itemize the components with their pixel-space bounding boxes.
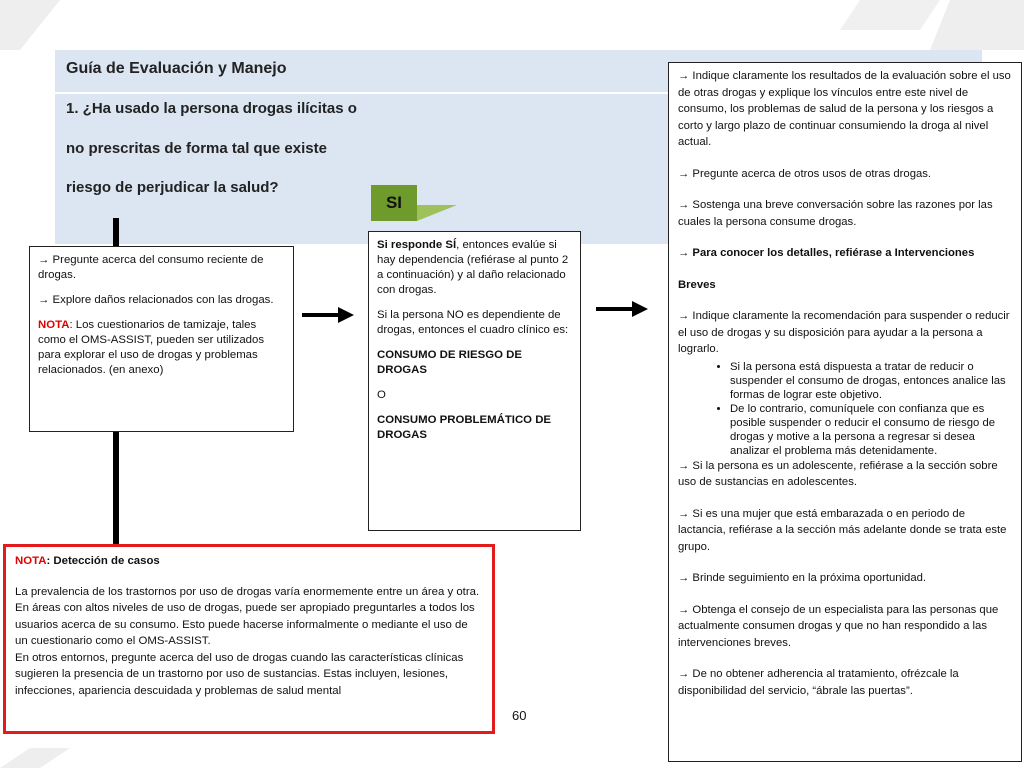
right-box-item-conversation: → Sostenga una breve conversación sobre las razones por las cuales la persona consume drogas. <box>678 199 993 228</box>
middle-box-risk-label: CONSUMO DE RIESGO DE DROGAS <box>377 349 522 376</box>
nota-label: NOTA <box>38 319 70 331</box>
case-detection-title-rest: : Detección de casos <box>46 555 160 567</box>
nota-label: NOTA <box>15 555 47 567</box>
question-line-3: riesgo de perjudicar la salud? <box>66 179 279 196</box>
page-number: 60 <box>512 708 527 723</box>
right-box-item-results: → Indique claramente los resultados de la evaluación sobre el uso de otras drogas y explique los vínculos entre este nivel de consumo, los problemas de salud de la persona y los riesgos a corto y largo plazo de continuar consumiendo la droga al nivel actual. <box>678 70 1011 148</box>
question-line-2: no prescritas de forma tal que existe <box>66 140 327 157</box>
question-line-1: 1. ¿Ha usado la persona drogas ilícitas o <box>66 100 357 117</box>
right-box-item-recommendation: → Indique claramente la recomendación para suspender o reducir el uso de drogas y su disposición para ayudar a la persona a lograrlo. <box>678 310 1010 355</box>
list-item: • Si la persona está dispuesta a tratar de reducir o suspender el consumo de drogas, entonces analice las formas de lograr este objetivo. <box>730 360 1012 402</box>
right-box-item-adherence: → De no obtener adherencia al tratamiento, ofrézcale la disponibilidad del servicio, “ábrale las puertas”. <box>678 668 959 697</box>
right-box-item-details: → Para conocer los detalles, refiérase a Intervenciones <box>678 247 975 259</box>
right-box-item-brief: Breves <box>678 278 716 291</box>
middle-box-intro-rest: , entonces evalúe si hay dependencia (refiérase al punto 2 a continuación) y al daño relacionado con drogas. <box>377 239 569 296</box>
arrow-shaft-2 <box>596 307 634 311</box>
corner-decoration-top-left <box>0 0 120 50</box>
middle-box-intro <box>377 238 572 298</box>
case-detection-title <box>15 553 483 570</box>
si-tag: SI <box>371 185 417 221</box>
right-box-item-pregnant: → Si es una mujer que está embarazada o en periodo de lactancia, refiérase a la sección más adelante donde se trata este grupo. <box>678 507 1007 553</box>
right-box-item-adolescent: → Si la persona es un adolescente, refiérase a la sección sobre uso de sustancias en adolescentes. <box>678 459 998 488</box>
left-box-item-recent-use: → Pregunte acerca del consumo reciente de drogas. <box>38 254 264 281</box>
right-box-item-other-uses: → Pregunte acerca de otros usos de otras drogas. <box>678 167 932 180</box>
nota-text: : Los cuestionarios de tamizaje, tales como el OMS-ASSIST, pueden ser utilizados para explorar el uso de drogas y problemas relacionados. (en anexo) <box>38 319 265 376</box>
right-box <box>668 62 1022 762</box>
middle-box-problem-label: CONSUMO PROBLEMÁTICO DE DROGAS <box>377 414 552 441</box>
case-detection-note <box>3 544 495 734</box>
left-box-nota <box>38 318 285 378</box>
middle-box-intro-bold: Si responde SÍ <box>377 239 457 251</box>
corner-decoration-bottom-left <box>0 748 80 768</box>
case-detection-body: La prevalencia de los trastornos por uso de drogas varía enormemente entre un área y otra. En áreas con altos niveles de uso de drogas, puede ser apropiado preguntarles a todos los usuarios acerca de su consumo. Esto puede hacerse informalmente o mediante el uso de un cuestionario como el OMS-ASSIST. En otros entornos, pregunte acerca del uso de drogas cuando las características clínicas sugieren la presencia de un trastorno por uso de sustancias. Estas incluyen, lesiones, infecciones, apariencia descuidada y problemas de salud mental <box>15 585 480 697</box>
left-box <box>29 246 294 432</box>
list-item: • De lo contrario, comuníquele con confianza que es posible suspender o reducir el consumo de riesgo de drogas y motive a la persona a regresar si desea analizar el problema más detenidamente. <box>730 402 1012 458</box>
arrow-right-icon <box>338 307 354 323</box>
middle-box-condition: Si la persona NO es dependiente de drogas, entonces el cuadro clínico es: <box>377 309 569 336</box>
right-box-item-followup: → Brinde seguimiento en la próxima oportunidad. <box>678 572 927 584</box>
middle-box-or: O <box>377 389 386 401</box>
right-box-item-specialist: → Obtenga el consejo de un especialista para las personas que actualmente consumen drogas y que no han respondido a las intervenciones breves. <box>678 603 999 649</box>
arrow-shaft-1 <box>302 313 340 317</box>
left-box-item-harms: → Explore daños relacionados con las drogas. <box>38 294 274 306</box>
arrow-right-icon <box>632 301 648 317</box>
right-box-bullet-list <box>678 360 1012 458</box>
middle-box <box>368 231 581 531</box>
si-tag-tail <box>417 205 457 221</box>
page-title: Guía de Evaluación y Manejo <box>66 60 287 77</box>
